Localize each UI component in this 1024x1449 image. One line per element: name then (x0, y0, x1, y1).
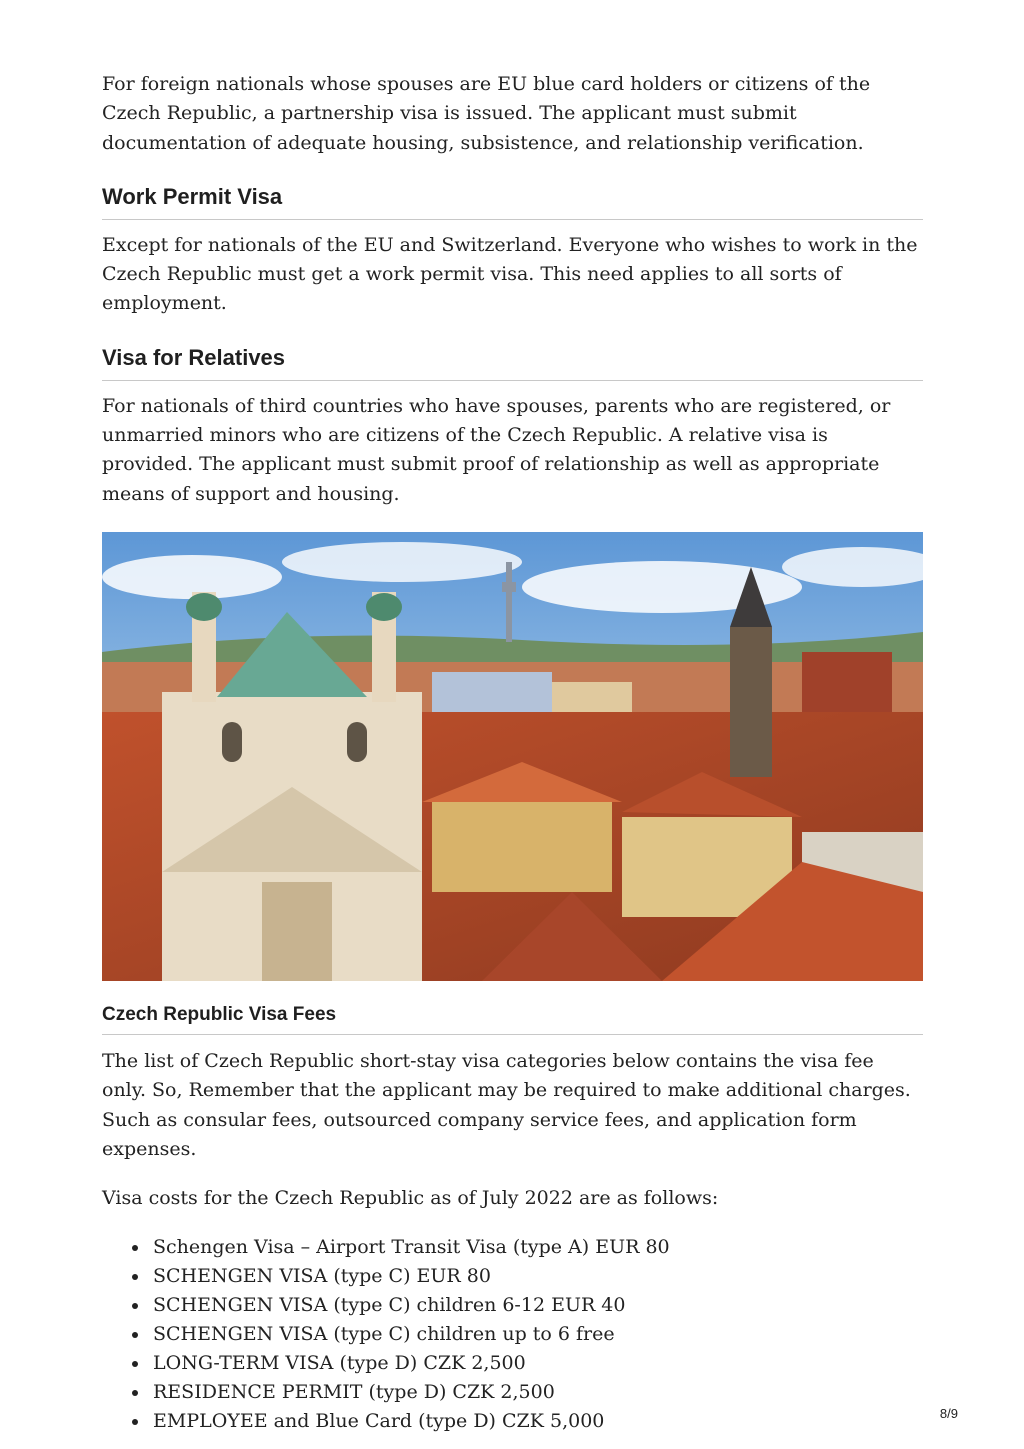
list-item: Schengen Visa – Airport Transit Visa (type A) EUR 80 (102, 1233, 923, 1262)
list-item: EMPLOYEE and Blue Card (type D) CZK 5,000 (102, 1407, 923, 1436)
relatives-heading: Visa for Relatives (102, 344, 923, 381)
visa-fees-paragraph: The list of Czech Republic short-stay visa categories below contains the visa fee only. So, Remember that the applicant may be required to make additional charges. Such as consular fees, outsourced company service fees, and application form expenses. (102, 1049, 911, 1160)
visa-costs-intro: Visa costs for the Czech Republic as of July 2022 are as follows: (102, 1187, 719, 1210)
prague-cityscape-photo (102, 532, 923, 981)
work-permit-heading: Work Permit Visa (102, 183, 923, 220)
visa-fee-list (102, 1233, 923, 1436)
article-body (102, 70, 923, 1436)
partnership-visa-paragraph: For foreign nationals whose spouses are EU blue card holders or citizens of the Czech Republic, a partnership visa is issued. The applicant must submit documentation of adequate housing, subsistence, and relationship verification. (102, 73, 871, 154)
work-permit-paragraph: Except for nationals of the EU and Switzerland. Everyone who wishes to work in the Czech Republic must get a work permit visa. This need applies to all sorts of employment. (102, 233, 918, 315)
list-item: SCHENGEN VISA (type C) children up to 6 free (102, 1320, 923, 1349)
list-item: RESIDENCE PERMIT (type D) CZK 2,500 (102, 1378, 923, 1407)
list-item: SCHENGEN VISA (type C) EUR 80 (102, 1262, 923, 1291)
relatives-paragraph: For nationals of third countries who have spouses, parents who are registered, or unmarried minors who are citizens of the Czech Republic. A relative visa is provided. The applicant must submit proof of relationship as well as appropriate means of support and housing. (102, 394, 891, 505)
page-number: 8/9 (939, 1406, 958, 1421)
list-item: SCHENGEN VISA (type C) children 6-12 EUR 40 (102, 1291, 923, 1320)
list-item: LONG-TERM VISA (type D) CZK 2,500 (102, 1349, 923, 1378)
visa-fees-heading: Czech Republic Visa Fees (102, 1003, 923, 1035)
